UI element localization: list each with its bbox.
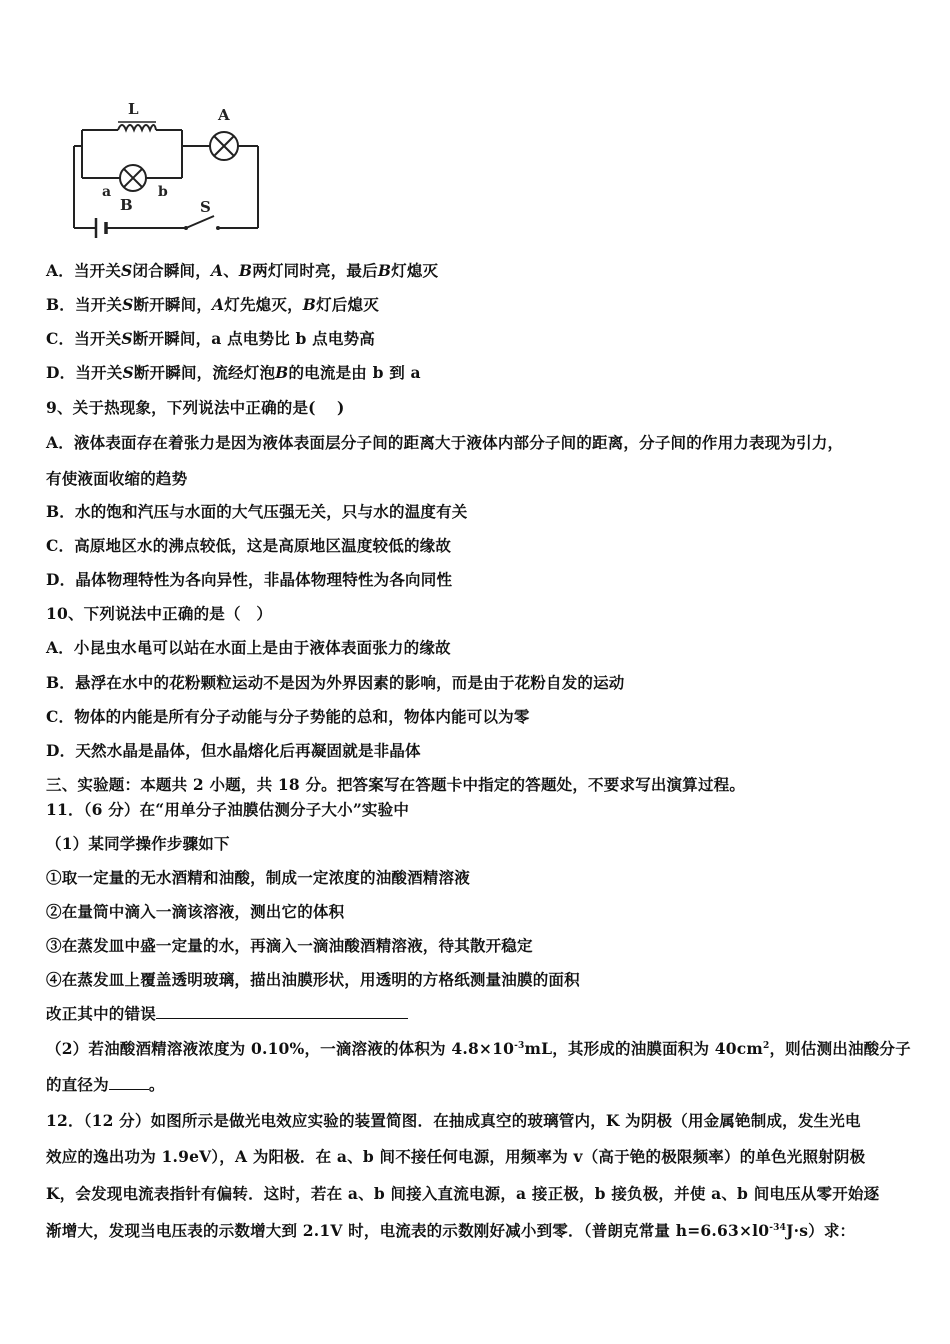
battery-icon xyxy=(96,218,106,238)
q11-fix xyxy=(46,1003,910,1025)
q9-stem: 9、关于热现象，下列说法中正确的是( ) xyxy=(46,398,345,417)
q9-option-c: C．高原地区水的沸点较低，这是高原地区温度较低的缘故 xyxy=(46,536,452,555)
circuit-diagram xyxy=(62,98,272,248)
q12-line4: 渐增大，发现当电压表的示数增大到 2.1V 时，电流表的示数刚好减小到零．（普朗克常量 $h=6.63\times l0^{-34}J\cdot s$）求： xyxy=(46,1221,856,1240)
q11-step1: ①取一定量的无水酒精和油酸，制成一定浓度的油酸酒精溶液 xyxy=(46,868,470,887)
q10-stem: 10、下列说法中正确的是（ ） xyxy=(46,604,273,623)
label-A: A xyxy=(218,106,230,124)
q10-option-a: A．小昆虫水黾可以站在水面上是由于液体表面张力的缘故 xyxy=(46,638,451,657)
label-b: b xyxy=(158,184,168,200)
q11-stem: 11．（6 分）在“用单分子油膜估测分子大小”实验中 xyxy=(46,800,410,819)
q8-option-b: B．当开关S断开瞬间，A灯先熄灭，B灯后熄灭 xyxy=(46,295,379,314)
q11-step4: ④在蒸发皿上覆盖透明玻璃，描出油膜形状，用透明的方格纸测量油膜的面积 xyxy=(46,970,580,989)
section3-header: 三、实验题：本题共 2 小题，共 18 分。把答案写在答题卡中指定的答题处，不要求写出演算过程。 xyxy=(46,775,746,794)
q8-option-c: C．当开关S断开瞬间，a 点电势比 b 点电势高 xyxy=(46,329,375,348)
q9-option-d: D．晶体物理特性为各向异性，非晶体物理特性为各向同性 xyxy=(46,570,453,589)
q8-option-a: A．当开关S闭合瞬间，A、B两灯同时亮，最后B灯熄灭 xyxy=(46,261,439,280)
q10-option-d: D．天然水晶是晶体，但水晶熔化后再凝固就是非晶体 xyxy=(46,741,421,760)
label-L: L xyxy=(128,100,139,118)
answer-blank-diameter[interactable] xyxy=(109,1075,149,1090)
answer-blank-fix[interactable] xyxy=(156,1004,408,1019)
q12-line2: 效应的逸出功为 1.9eV），A 为阳极．在 a、b 间不接任何电源，用频率为 v（高于铯的极限频率）的单色光照射阴极 xyxy=(46,1147,866,1166)
q11-part2-line2: 的直径为 。 xyxy=(46,1075,165,1094)
q11-step2: ②在量筒中滴入一滴该溶液，测出它的体积 xyxy=(46,902,345,921)
q11-step3: ③在蒸发皿中盛一定量的水，再滴入一滴油酸酒精溶液，待其散开稳定 xyxy=(46,936,533,955)
q11-part2: （2）若油酸酒精溶液浓度为 0.10%，一滴溶液的体积为 $4.8\times 10^{-3}mL$，其形成的油膜面积为 $40cm^2$，则估测出油酸分子 xyxy=(46,1039,911,1058)
lamp-b-icon xyxy=(120,165,146,191)
q8-option-d: D．当开关S断开瞬间，流经灯泡B的电流是由 b 到 a xyxy=(46,363,421,382)
q11-part1: （1）某同学操作步骤如下 xyxy=(46,834,230,853)
q12-line3: K，会发现电流表指针有偏转．这时，若在 a、b 间接入直流电源，a 接正极，b 接负极，并使 a、b 间电压从零开始逐 xyxy=(46,1184,880,1203)
q10-option-c: C．物体的内能是所有分子动能与分子势能的总和，物体内能可以为零 xyxy=(46,707,530,726)
label-B: B xyxy=(120,196,133,214)
inductor-icon xyxy=(118,125,156,130)
q10-option-b: B．悬浮在水中的花粉颗粒运动不是因为外界因素的影响，而是由于花粉自发的运动 xyxy=(46,673,625,692)
lamp-a-icon xyxy=(210,132,238,160)
q9-option-b: B．水的饱和汽压与水面的大气压强无关，只与水的温度有关 xyxy=(46,502,468,521)
q12-line1: 12．（12 分）如图所示是做光电效应实验的装置简图．在抽成真空的玻璃管内，K 为阴极（用金属铯制成，发生光电 xyxy=(46,1111,861,1130)
q9-option-a-line2: 有使液面收缩的趋势 xyxy=(46,469,188,488)
label-S: S xyxy=(200,198,211,216)
q9-option-a-line1: A．液体表面存在着张力是因为液体表面层分子间的距离大于液体内部分子间的距离，分子间的作用力表现为引力， xyxy=(46,433,844,452)
label-a: a xyxy=(102,184,112,200)
q11-fix-label: 改正其中的错误 xyxy=(46,1004,156,1023)
